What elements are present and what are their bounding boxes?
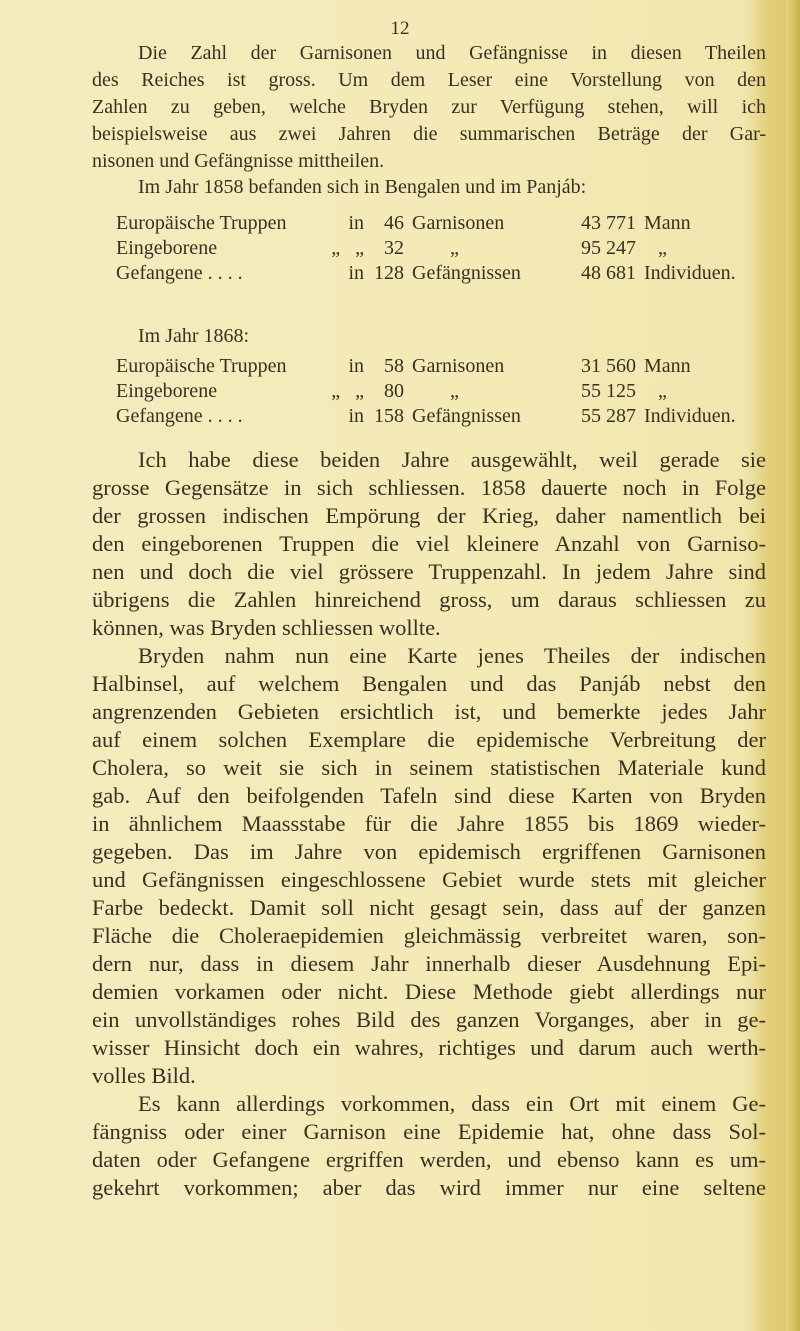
row-label: Gefangene . . . . bbox=[116, 405, 243, 427]
table-row bbox=[116, 211, 736, 236]
row-count: 128 bbox=[374, 262, 404, 284]
text-line: in ähnlichem Maassstabe für die Jahre 1855 bis 1869 wieder- bbox=[92, 811, 766, 836]
table-row bbox=[116, 354, 736, 379]
body-paragraph-2 bbox=[92, 642, 766, 1090]
row-number: 43 771 bbox=[581, 212, 636, 234]
text-line: demien vorkamen oder nicht. Diese Methode giebt allerdings nur bbox=[92, 979, 766, 1004]
row-measure: Individuen. bbox=[644, 405, 736, 427]
row-measure: Mann bbox=[644, 355, 691, 377]
table-1868 bbox=[116, 354, 736, 429]
row-label: Eingeborene bbox=[116, 380, 218, 402]
row-number: 31 560 bbox=[581, 355, 636, 377]
body-paragraph-1 bbox=[92, 446, 766, 642]
table-row bbox=[116, 236, 736, 261]
text-line: wisser Hinsicht doch ein wahres, richtiges und darum auch werth- bbox=[92, 1035, 766, 1060]
text-line: fängniss oder einer Garnison eine Epidemie hat, ohne dass Sol- bbox=[92, 1119, 766, 1144]
year-1858-heading: Im Jahr 1858 befanden sich in Bengalen und im Panjáb: bbox=[138, 176, 587, 198]
row-label: Gefangene . . . . bbox=[116, 262, 243, 284]
row-unit: Garnisonen bbox=[412, 355, 505, 377]
text-line: dern nur, dass in diesem Jahr innerhalb dieser Ausdehnung Epi- bbox=[92, 951, 766, 976]
table-1858 bbox=[116, 211, 736, 286]
row-label: Europäische Truppen bbox=[116, 212, 287, 234]
year-1868-heading: Im Jahr 1868: bbox=[138, 325, 250, 347]
row-prep: in bbox=[348, 212, 364, 234]
text-line: übrigens die Zahlen hinreichend gross, um daraus schliessen zu bbox=[92, 587, 766, 612]
text-line: daten oder Gefangene ergriffen werden, und ebenso kann es um- bbox=[92, 1147, 766, 1172]
text-line: den eingeborenen Truppen die viel kleinere Anzahl von Garniso- bbox=[92, 531, 766, 556]
row-number: 55 287 bbox=[581, 405, 636, 427]
intro-paragraph bbox=[92, 40, 766, 175]
row-number: 48 681 bbox=[581, 262, 636, 284]
row-count: 46 bbox=[384, 212, 404, 234]
row-prep: in bbox=[348, 405, 364, 427]
row-count: 58 bbox=[384, 355, 404, 377]
text-line: der grossen indischen Empörung der Krieg, daher namentlich bei bbox=[92, 503, 766, 528]
row-number: 95 247 bbox=[581, 237, 636, 259]
row-number: 55 125 bbox=[581, 380, 636, 402]
text-line: Halbinsel, auf welchem Bengalen und das Panjáb nebst den bbox=[92, 671, 766, 696]
text-line: grosse Gegensätze in sich schliessen. 1858 dauerte noch in Folge bbox=[92, 475, 766, 500]
row-label: Eingeborene bbox=[116, 237, 218, 259]
row-measure: „ bbox=[658, 380, 667, 402]
text-line: und Gefängnissen eingeschlossene Gebiet wurde stets mit gleicher bbox=[92, 867, 766, 892]
row-measure: Individuen. bbox=[644, 262, 736, 284]
row-measure: Mann bbox=[644, 212, 691, 234]
row-unit: Garnisonen bbox=[412, 212, 505, 234]
table-row bbox=[116, 404, 736, 429]
row-prep: „ „ bbox=[331, 380, 364, 402]
text-line: können, was Bryden schliessen wollte. bbox=[92, 615, 441, 640]
table-row bbox=[116, 379, 736, 404]
row-unit: Gefängnissen bbox=[412, 262, 521, 284]
text-line: auf einem solchen Exemplare die epidemische Verbreitung der bbox=[92, 727, 766, 752]
text-line: Cholera, so weit sie sich in seinem statistischen Materiale kund bbox=[92, 755, 766, 780]
text-line: Fläche die Choleraepidemien gleichmässig verbreitet waren, son- bbox=[92, 923, 766, 948]
row-unit: Gefängnissen bbox=[412, 405, 521, 427]
book-spine-edge bbox=[786, 0, 800, 1331]
text-line: gegeben. Das im Jahre von epidemisch ergriffenen Garnisonen bbox=[92, 839, 766, 864]
body-paragraph-3 bbox=[92, 1090, 766, 1202]
page-number: 12 bbox=[390, 18, 410, 39]
row-prep: „ „ bbox=[331, 237, 364, 259]
row-measure: „ bbox=[658, 237, 667, 259]
text-line: nisonen und Gefängnisse mittheilen. bbox=[92, 150, 385, 172]
text-line: angrenzenden Gebieten ersichtlich ist, und bemerkte jedes Jahr bbox=[92, 699, 766, 724]
text-line: volles Bild. bbox=[92, 1063, 196, 1088]
text-line: Bryden nahm nun eine Karte jenes Theiles der indischen bbox=[138, 643, 766, 668]
text-line: ein unvollständiges rohes Bild des ganzen Vorganges, aber in ge- bbox=[92, 1007, 766, 1032]
text-line: des Reiches ist gross. Um dem Leser eine Vorstellung von den bbox=[92, 69, 766, 91]
row-count: 158 bbox=[374, 405, 404, 427]
text-line: beispielsweise aus zwei Jahren die summarischen Beträge der Gar- bbox=[92, 123, 766, 145]
text-line: Farbe bedeckt. Damit soll nicht gesagt sein, dass auf der ganzen bbox=[92, 895, 766, 920]
text-line: gab. Auf den beifolgenden Tafeln sind diese Karten von Bryden bbox=[92, 783, 766, 808]
row-unit: „ bbox=[450, 380, 459, 402]
text-line: Zahlen zu geben, welche Bryden zur Verfügung stehen, will ich bbox=[92, 96, 766, 118]
text-line: gekehrt vorkommen; aber das wird immer nur eine seltene bbox=[92, 1175, 766, 1200]
table-row bbox=[116, 261, 736, 286]
row-prep: in bbox=[348, 262, 364, 284]
row-count: 80 bbox=[384, 380, 404, 402]
row-count: 32 bbox=[384, 237, 404, 259]
text-line: Es kann allerdings vorkommen, dass ein Ort mit einem Ge- bbox=[138, 1091, 766, 1116]
row-label: Europäische Truppen bbox=[116, 355, 287, 377]
row-prep: in bbox=[348, 355, 364, 377]
text-line: nen und doch die viel grössere Truppenzahl. In jedem Jahre sind bbox=[92, 559, 766, 584]
text-line: Ich habe diese beiden Jahre ausgewählt, weil gerade sie bbox=[138, 447, 766, 472]
row-unit: „ bbox=[450, 237, 459, 259]
text-line: Die Zahl der Garnisonen und Gefängnisse in diesen Theilen bbox=[138, 42, 766, 64]
